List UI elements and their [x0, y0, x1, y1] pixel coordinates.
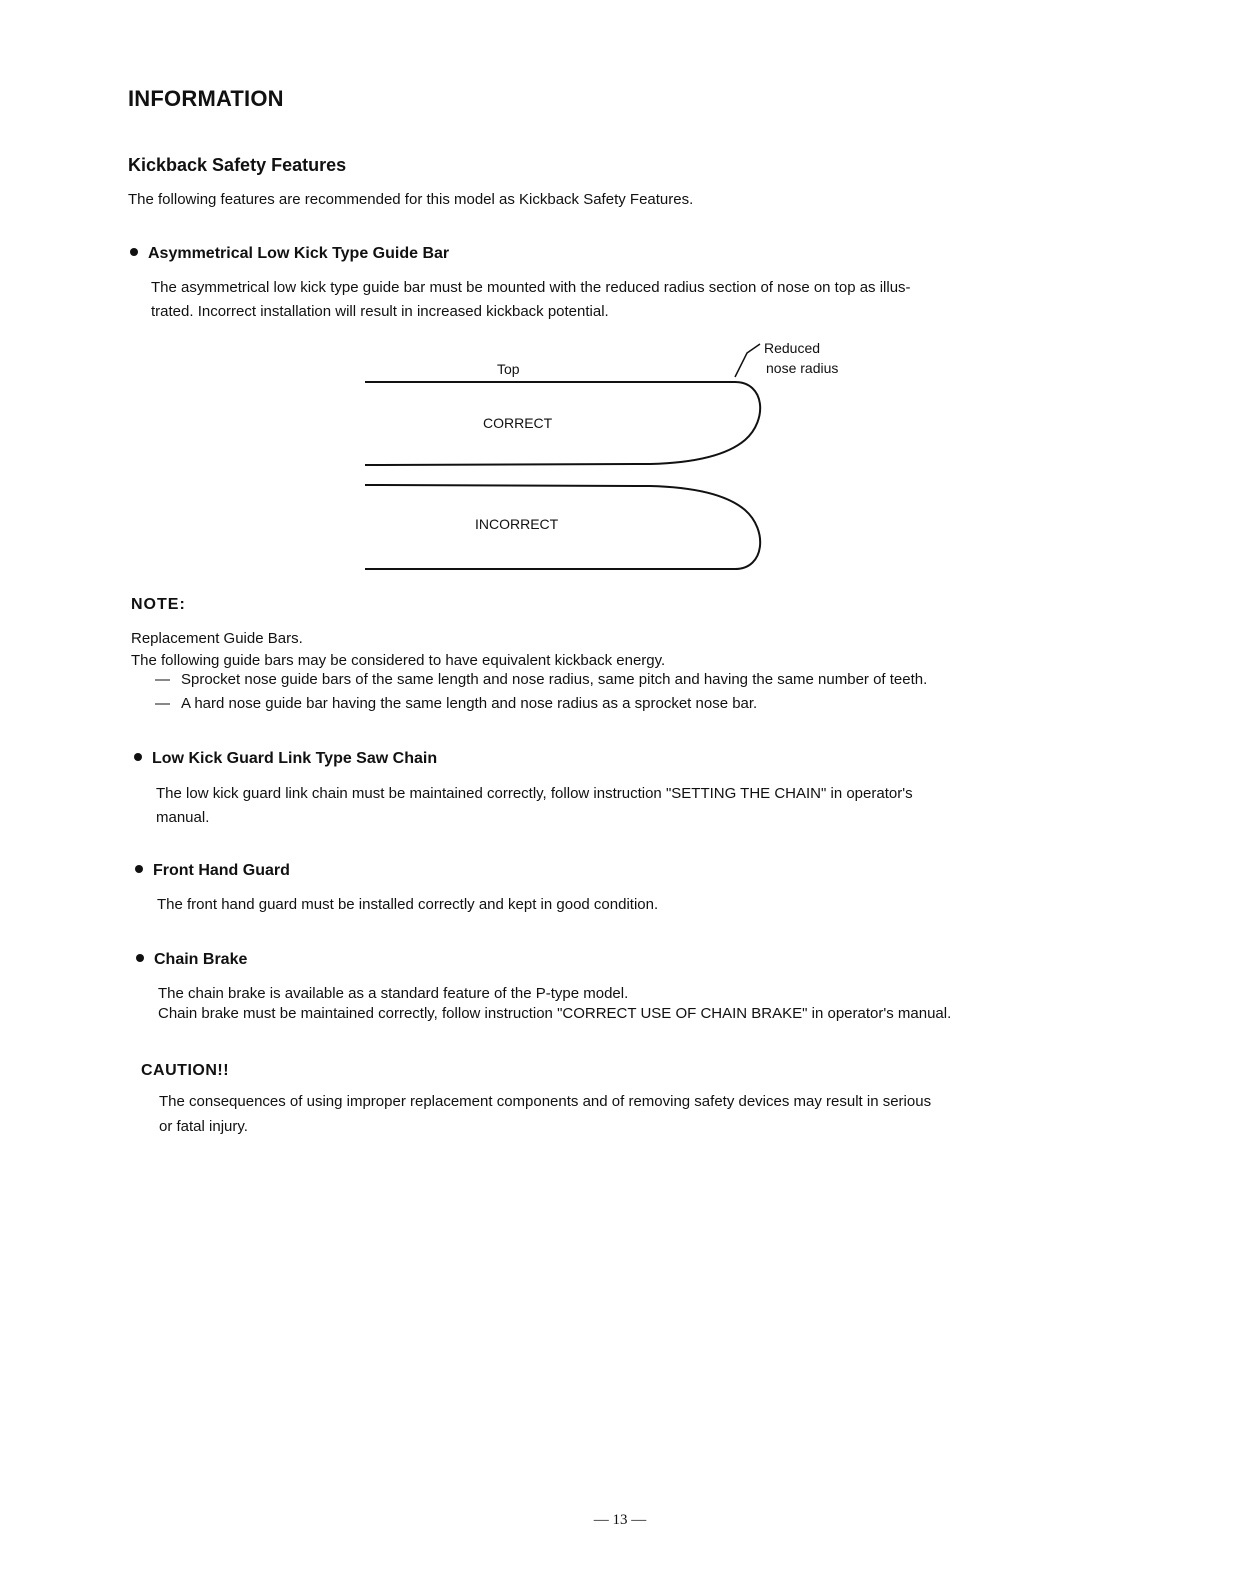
bullet-icon: [134, 753, 142, 761]
feature-title-text: Front Hand Guard: [153, 862, 290, 879]
feature-title-text: Asymmetrical Low Kick Type Guide Bar: [148, 245, 450, 262]
feature-saw-chain-body-1: The low kick guard link chain must be maintained correctly, follow instruction "SETTING THE CHAIN" in operator's: [156, 785, 913, 802]
feature-chain-brake-body-2: Chain brake must be maintained correctly, follow instruction "CORRECT USE OF CHAIN BRAKE" in operator's manual.: [158, 1005, 952, 1022]
reduced-radius-pointer: [735, 344, 760, 377]
page-number: — 13 —: [593, 1512, 647, 1528]
feature-hand-guard-body-1: The front hand guard must be installed correctly and kept in good condition.: [157, 896, 659, 913]
dash-mark: —: [155, 695, 170, 712]
incorrect-label: INCORRECT: [475, 516, 559, 532]
guide-bar-diagram: [360, 335, 880, 585]
feature-hand-guard-title: [135, 862, 290, 880]
note-line-1: Replacement Guide Bars.: [131, 630, 303, 647]
note-line-2: The following guide bars may be considered to have equivalent kickback energy.: [131, 652, 666, 669]
bullet-icon: [130, 248, 138, 256]
bullet-icon: [135, 865, 143, 873]
note-item-2: [155, 692, 757, 716]
dash-mark: —: [155, 671, 170, 688]
section-title: Kickback Safety Features: [128, 155, 347, 175]
intro-text: The following features are recommended for this model as Kickback Safety Features.: [128, 191, 694, 208]
feature-title-text: Chain Brake: [154, 951, 248, 968]
incorrect-bar-outline: [365, 485, 760, 569]
note-item-text: Sprocket nose guide bars of the same length and nose radius, same pitch and having the same number of teeth.: [181, 671, 928, 688]
correct-bar-outline: [365, 382, 760, 465]
reduced-label: Reduced: [764, 340, 821, 356]
caution-title: CAUTION!!: [141, 1062, 230, 1079]
page-heading: INFORMATION: [128, 86, 284, 111]
bullet-icon: [136, 954, 144, 962]
feature-asymmetrical-bar-body-2: trated. Incorrect installation will result in increased kickback potential.: [151, 303, 609, 320]
feature-saw-chain-title: [134, 750, 437, 768]
note-item-1: [155, 668, 927, 692]
nose-radius-label: nose radius: [766, 360, 839, 376]
correct-label: CORRECT: [483, 415, 553, 431]
feature-asymmetrical-bar-title: [130, 245, 449, 263]
note-title: NOTE:: [131, 596, 186, 613]
note-item-text: A hard nose guide bar having the same length and nose radius as a sprocket nose bar.: [181, 695, 758, 712]
feature-chain-brake-title: [136, 951, 247, 969]
caution-body-2: or fatal injury.: [159, 1118, 248, 1135]
caution-body-1: The consequences of using improper replacement components and of removing safety devices may result in serious: [159, 1093, 932, 1110]
feature-chain-brake-body-1: The chain brake is available as a standard feature of the P-type model.: [158, 985, 629, 1002]
feature-title-text: Low Kick Guard Link Type Saw Chain: [152, 750, 438, 767]
top-label: Top: [497, 361, 520, 377]
feature-asymmetrical-bar-body-1: The asymmetrical low kick type guide bar must be mounted with the reduced radius section of nose on top as illus-: [151, 279, 911, 296]
feature-saw-chain-body-2: manual.: [156, 809, 210, 826]
